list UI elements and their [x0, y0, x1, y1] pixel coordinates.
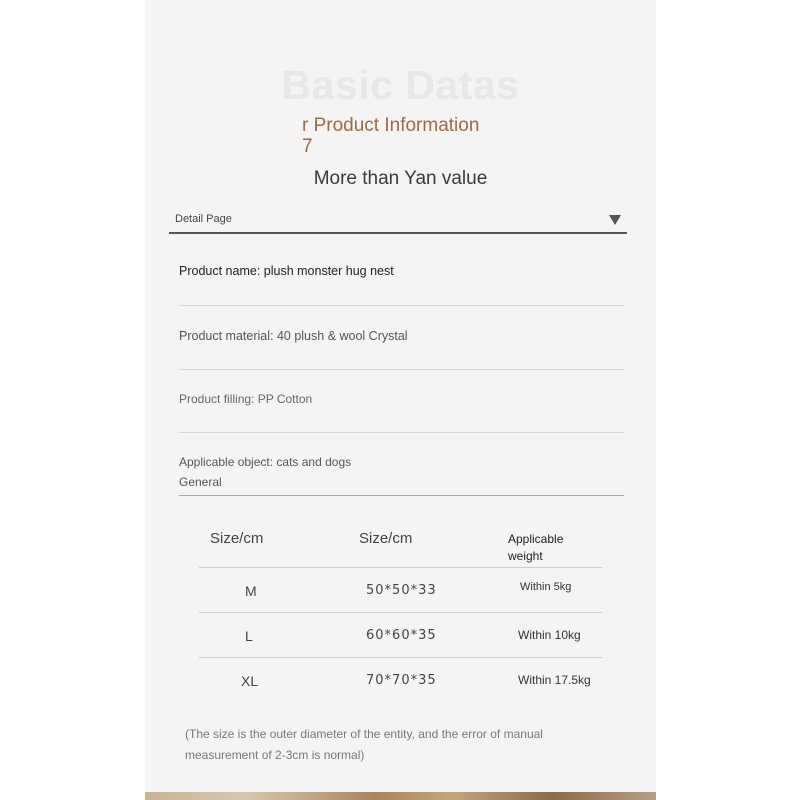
size-footnote	[185, 724, 605, 766]
subtitle-line-1: r Product Information	[302, 115, 480, 136]
dimensions-cell: 60*60*35	[366, 628, 437, 643]
info-row-name	[179, 258, 624, 306]
table-header-size: Size/cm	[210, 530, 264, 547]
applicable-object-text: Applicable object: cats and dogs	[179, 455, 352, 469]
footnote-line-1: (The size is the outer diameter of the entity, and the error of manual	[185, 727, 543, 741]
product-name-text: Product name: plush monster hug nest	[179, 264, 394, 278]
detail-page-dropdown[interactable]	[169, 210, 627, 234]
info-row-filling	[179, 383, 624, 433]
product-material-text: Product material: 40 plush & wool Crystal	[179, 329, 408, 343]
weight-cell: Within 5kg	[520, 581, 572, 593]
dimensions-cell: 70*70*35	[366, 673, 437, 688]
weight-cell: Within 17.5kg	[518, 673, 591, 687]
dimensions-cell: 50*50*33	[366, 583, 437, 598]
applicable-object-general: General	[179, 475, 222, 489]
triangle-down-icon[interactable]	[609, 215, 621, 225]
watermark-title: Basic Datas	[281, 62, 520, 108]
table-row	[199, 612, 602, 657]
table-row	[199, 657, 602, 702]
info-row-object	[179, 446, 624, 496]
footnote-line-2: measurement of 2-3cm is normal)	[185, 748, 365, 762]
table-header-weight: Applicable weight	[508, 532, 564, 563]
product-detail-panel	[145, 0, 656, 800]
info-row-material	[179, 320, 624, 370]
table-row	[199, 567, 602, 612]
table-header-dimensions: Size/cm	[359, 530, 413, 547]
detail-page-label: Detail Page	[175, 213, 232, 225]
weight-cell: Within 10kg	[518, 628, 581, 642]
size-cell: L	[245, 628, 253, 644]
product-photo-strip	[145, 792, 656, 800]
size-cell: XL	[241, 673, 259, 689]
subtitle-line-2: 7	[302, 136, 313, 157]
section-subtitle	[302, 115, 522, 157]
size-cell: M	[245, 583, 257, 599]
product-filling-text: Product filling: PP Cotton	[179, 392, 313, 406]
tagline: More than Yan value	[313, 168, 488, 189]
